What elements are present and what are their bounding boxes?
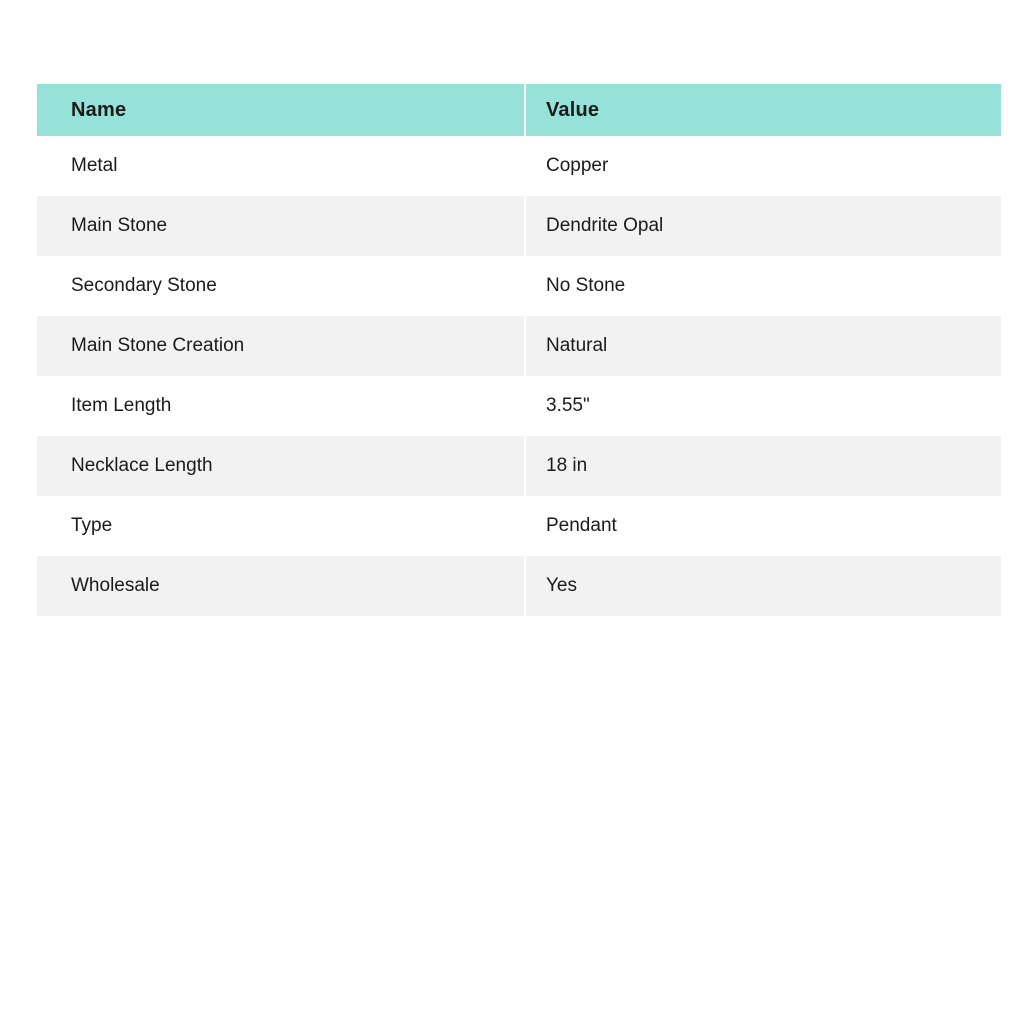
attribute-value-cell: Yes [525, 556, 1001, 616]
header-row [37, 84, 1001, 136]
attribute-value-cell: Pendant [525, 496, 1001, 556]
table-header [37, 84, 1001, 136]
table-row [37, 436, 1001, 496]
attribute-value-cell: 3.55" [525, 376, 1001, 436]
attribute-value-cell: Natural [525, 316, 1001, 376]
attribute-value-cell: Copper [525, 136, 1001, 196]
attribute-name-cell: Secondary Stone [37, 256, 525, 316]
table-row [37, 496, 1001, 556]
table-row [37, 316, 1001, 376]
attribute-value-cell: 18 in [525, 436, 1001, 496]
attribute-name-cell: Main Stone [37, 196, 525, 256]
table-body [37, 136, 1001, 616]
column-header-value: Value [525, 84, 1001, 136]
attribute-name-cell: Main Stone Creation [37, 316, 525, 376]
attribute-name-cell: Item Length [37, 376, 525, 436]
column-header-name: Name [37, 84, 525, 136]
table-row [37, 556, 1001, 616]
attribute-name-cell: Wholesale [37, 556, 525, 616]
attribute-name-cell: Type [37, 496, 525, 556]
table-row [37, 136, 1001, 196]
attribute-name-cell: Necklace Length [37, 436, 525, 496]
product-attributes-table [37, 84, 1001, 616]
table-row [37, 256, 1001, 316]
table-row [37, 196, 1001, 256]
attribute-value-cell: Dendrite Opal [525, 196, 1001, 256]
attribute-value-cell: No Stone [525, 256, 1001, 316]
table-row [37, 376, 1001, 436]
attribute-name-cell: Metal [37, 136, 525, 196]
